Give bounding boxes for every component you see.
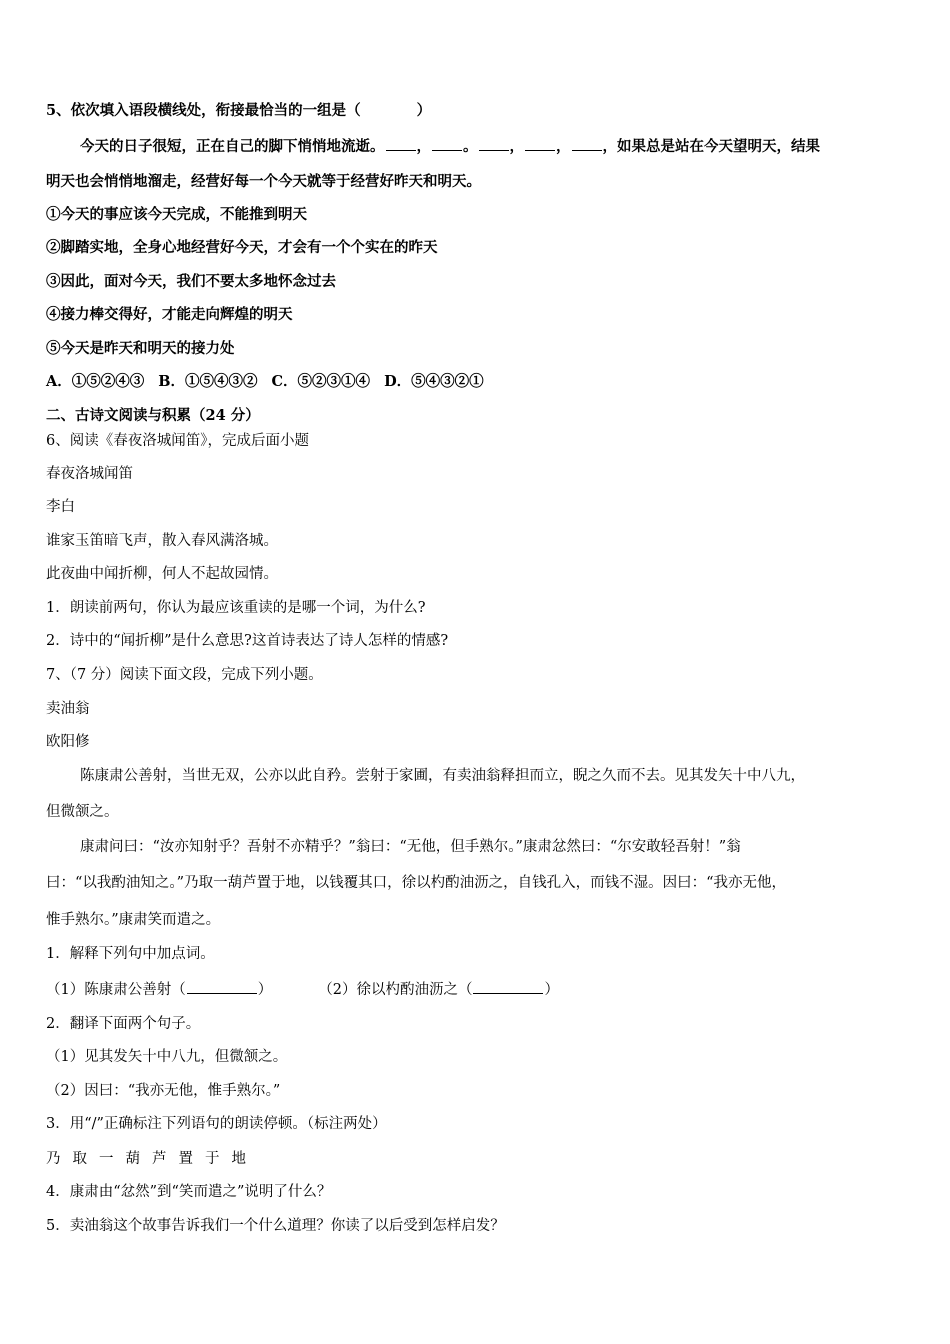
passage-author: 欧阳修 xyxy=(46,734,90,750)
q7-sub-question-1: 1．解释下列句中加点词。 xyxy=(46,946,215,962)
q5-stem xyxy=(46,101,912,121)
passage-paragraph-2-cont: 惟手熟尔。”康肃笑而遣之。 xyxy=(46,912,221,928)
q5-passage-a: 今天的日子很短，正在自己的脚下悄悄地流逝。 xyxy=(80,138,385,155)
q7-s3-sentence: 乃取一葫芦置于地 xyxy=(46,1151,258,1167)
q7-sub-question-4: 4．康肃由“忿然”到“笑而遣之”说明了什么？ xyxy=(46,1184,332,1200)
passage-paragraph-1-cont: 但微颔之。 xyxy=(46,804,119,820)
q5-item: ①今天的事应该今天完成，不能推到明天 xyxy=(46,206,307,223)
q7-s1-item-a: （1）陈康肃公善射（ xyxy=(46,982,186,998)
q5-blank-2[interactable] xyxy=(432,135,462,151)
q7-sub-question-1-items xyxy=(46,978,912,1000)
q5-options xyxy=(46,372,912,392)
q5-blank-3[interactable] xyxy=(479,135,509,151)
q6-sub-question-1: 1．朗读前两句，你认为最应该重读的是哪一个词，为什么? xyxy=(46,600,426,616)
q5-sep: 。 xyxy=(463,138,478,155)
q5-item: ③因此，面对今天，我们不要太多地怀念过去 xyxy=(46,273,336,290)
q5-stem-text: 依次填入语段横线处，衔接最恰当的一组是（ xyxy=(70,102,361,119)
q7-stem: 7、（7 分）阅读下面文段，完成下列小题。 xyxy=(46,667,323,683)
q7-sub-question-2: 2．翻译下面两个句子。 xyxy=(46,1016,201,1032)
passage-paragraph-2-cont: 曰：“以我酌油知之。”乃取一葫芦置于地，以钱覆其口，徐以杓酌油沥之，自钱孔入，而钱不湿。因曰：“我亦无他， xyxy=(46,875,786,891)
q5-option-d[interactable]: D．⑤④③②① xyxy=(384,373,484,390)
q5-option-a[interactable]: A．①⑤②④③ xyxy=(46,373,145,390)
poem-line: 谁家玉笛暗飞声，散入春风满洛城。 xyxy=(46,533,278,549)
passage-paragraph-1: 陈康肃公善射，当世无双，公亦以此自矜。尝射于家圃，有卖油翁释担而立，睨之久而不去。见其发矢十中八九， xyxy=(80,768,805,784)
q7-s2-item-a: （1）见其发矢十中八九，但微颔之。 xyxy=(46,1049,288,1065)
q7-s1-blank-b[interactable] xyxy=(473,978,543,994)
close-paren: ） xyxy=(257,982,273,998)
q7-s2-item-b: （2）因曰：“我亦无他，惟手熟尔。” xyxy=(46,1083,281,1099)
q7-sub-question-3: 3．用“/”正确标注下列语句的朗读停顿。（标注两处） xyxy=(46,1116,387,1132)
q5-sep: ， xyxy=(509,138,524,155)
poem-title: 春夜洛城闻笛 xyxy=(46,466,133,482)
q5-number: 5、 xyxy=(46,102,71,119)
q7-s1-item-b: （2）徐以杓酌油沥之（ xyxy=(318,982,473,998)
q5-sep: ， xyxy=(416,138,431,155)
q5-passage-line1 xyxy=(80,135,912,157)
q5-stem-end: ） xyxy=(416,102,432,119)
q5-item: ④接力棒交得好，才能走向辉煌的明天 xyxy=(46,306,293,323)
q7-sub-question-5: 5．卖油翁这个故事告诉我们一个什么道理？你读了以后受到怎样启发？ xyxy=(46,1218,505,1234)
q5-blank-1[interactable] xyxy=(386,135,416,151)
q5-passage-line2: 明天也会悄悄地溜走，经营好每一个今天就等于经营好昨天和明天。 xyxy=(46,173,481,190)
q5-option-b[interactable]: B．①⑤④③② xyxy=(158,373,258,390)
poem-line: 此夜曲中闻折柳，何人不起故园情。 xyxy=(46,566,278,582)
q5-blank-4[interactable] xyxy=(525,135,555,151)
passage-paragraph-2: 康肃问曰：“汝亦知射乎？吾射不亦精乎？”翁曰：“无他，但手熟尔。”康肃忿然曰：“尔安敢轻吾射！”翁 xyxy=(80,839,741,855)
q6-stem: 6、阅读《春夜洛城闻笛》，完成后面小题 xyxy=(46,433,309,449)
q5-item: ⑤今天是昨天和明天的接力处 xyxy=(46,340,235,357)
q5-option-c[interactable]: C．⑤②③①④ xyxy=(271,373,371,390)
q5-blank-5[interactable] xyxy=(572,135,602,151)
q5-passage-b: ，如果总是站在今天望明天，结果 xyxy=(602,138,820,155)
passage-title: 卖油翁 xyxy=(46,701,90,717)
section-title: 二、古诗文阅读与积累（24 分） xyxy=(46,407,260,424)
q5-item: ②脚踏实地，全身心地经营好今天，才会有一个个实在的昨天 xyxy=(46,239,438,256)
q7-s1-blank-a[interactable] xyxy=(187,978,257,994)
q6-sub-question-2: 2．诗中的“闻折柳”是什么意思?这首诗表达了诗人怎样的情感? xyxy=(46,633,449,649)
poem-author: 李白 xyxy=(46,499,75,515)
q5-sep: ， xyxy=(556,138,571,155)
close-paren: ） xyxy=(544,982,559,998)
